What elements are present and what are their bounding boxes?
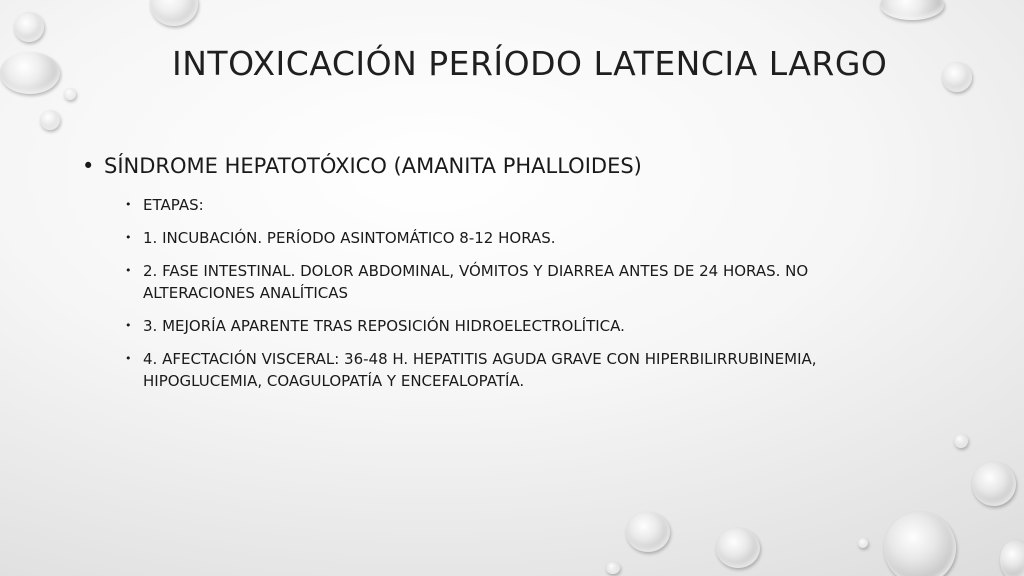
bullet-dot-icon: • bbox=[125, 231, 132, 244]
slide-title: INTOXICACIÓN PERÍODO LATENCIA LARGO bbox=[172, 44, 888, 83]
water-drop bbox=[880, 0, 944, 20]
sub-point-text: 2. FASE INTESTINAL. DOLOR ABDOMINAL, VÓMITOS Y DIARREA ANTES DE 24 HORAS. NO ALTERACIONES ANALÍTICAS bbox=[143, 262, 809, 302]
bullet-dot-icon: • bbox=[125, 198, 132, 211]
sub-point-text: ETAPAS: bbox=[143, 196, 204, 214]
bullet-dot-icon: • bbox=[125, 352, 132, 365]
water-drop bbox=[716, 528, 760, 568]
water-drop bbox=[626, 512, 670, 552]
sub-point-text: 3. MEJORÍA APARENTE TRAS REPOSICIÓN HIDROELECTROLÍTICA. bbox=[143, 317, 625, 335]
sub-bullet-point bbox=[125, 260, 923, 304]
sub-point-text: 4. AFECTACIÓN VISCERAL: 36-48 H. HEPATITIS AGUDA GRAVE CON HIPERBILIRRUBINEMIA, HIPOGLUCEMIA, COAGULOPATÍA Y ENCEFALOPATÍA. bbox=[143, 350, 817, 390]
slide-content bbox=[82, 152, 942, 403]
bullet-dot-icon: • bbox=[125, 319, 132, 332]
bullet-dot-icon: • bbox=[82, 154, 95, 178]
sub-point-text: 1. INCUBACIÓN. PERÍODO ASINTOMÁTICO 8-12 HORAS. bbox=[143, 229, 556, 247]
water-drop bbox=[64, 88, 76, 100]
sub-bullet-point bbox=[125, 315, 923, 337]
water-drop bbox=[1000, 540, 1024, 576]
main-point-text: SÍNDROME HEPATOTÓXICO (AMANITA PHALLOIDES) bbox=[104, 154, 642, 178]
water-drop bbox=[0, 52, 60, 94]
water-drop bbox=[150, 0, 198, 26]
sub-bullet-point bbox=[125, 348, 923, 392]
water-drop bbox=[606, 562, 620, 574]
water-drop bbox=[14, 12, 44, 42]
water-drop bbox=[40, 110, 60, 130]
water-drop bbox=[858, 538, 868, 548]
main-bullet-point bbox=[82, 152, 942, 180]
water-drop bbox=[954, 434, 968, 448]
water-drop bbox=[972, 462, 1016, 506]
water-drop bbox=[884, 512, 956, 576]
sub-bullet-point bbox=[125, 194, 923, 216]
bullet-dot-icon: • bbox=[125, 264, 132, 277]
sub-bullet-point bbox=[125, 227, 923, 249]
